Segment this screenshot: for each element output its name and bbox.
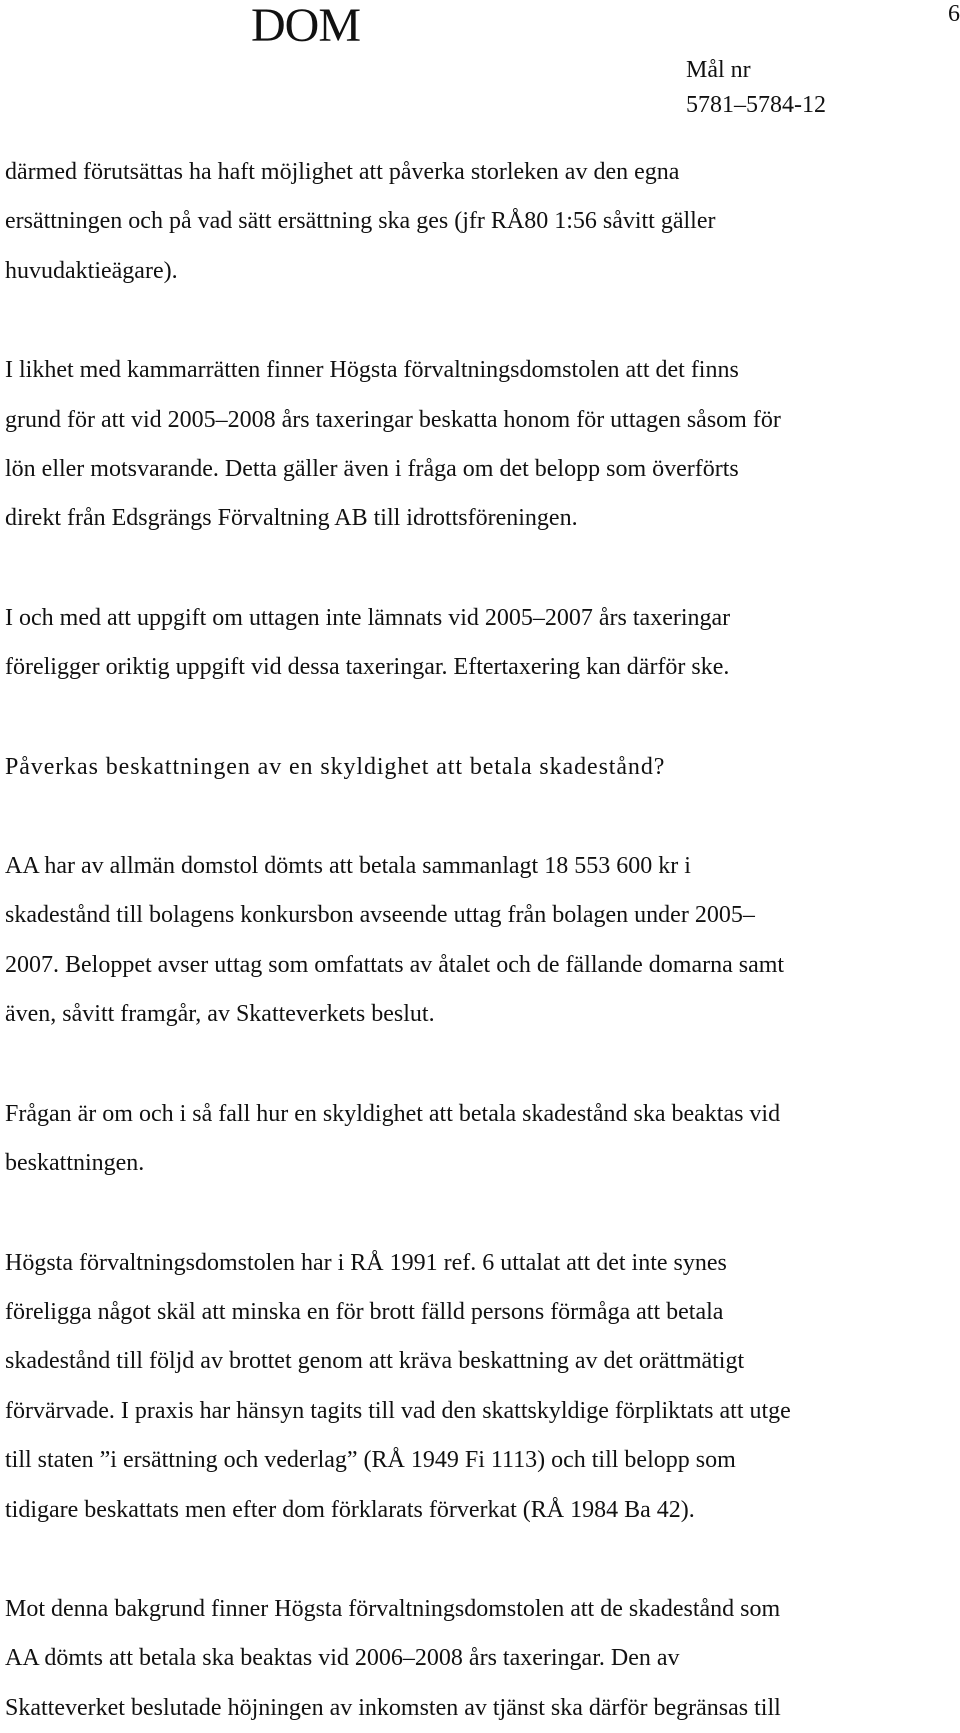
paragraph-1: därmed förutsättas ha haft möjlighet att påverka storleken av den egna ersättningen och på vad sätt ersättning ska ges (jfr RÅ80 1:56 såvitt gäller huvudaktieägare). [5, 159, 716, 284]
case-number: 5781–5784-12 [686, 92, 826, 118]
document-body [5, 148, 955, 1733]
paragraph-2: I likhet med kammarrätten finner Högsta förvaltningsdomstolen att det finns grund för att vid 2005–2008 års taxeringar beskatta honom för uttagen såsom för lön eller motsvarande. Detta gäller även i fråga om det belopp som överförts direkt från Edsgrängs Förvaltning AB till idrottsföreningen. [5, 357, 781, 532]
document-title: DOM [251, 0, 361, 52]
paragraph-4: AA har av allmän domstol dömts att betala sammanlagt 18 553 600 kr i skadestånd till bolagens konkursbon avseende uttag från bolagen under 2005– 2007. Beloppet avser uttag som omfattats av åtalet och de fällande domarna samt även, såvitt framgår, av Skatteverkets beslut. [5, 853, 785, 1028]
page-number: 6 [948, 1, 960, 27]
paragraph-7: Mot denna bakgrund finner Högsta förvaltningsdomstolen att de skadestånd som AA dömts att betala ska beaktas vid 2006–2008 års taxeringar. Den av Skatteverket beslutade höjningen av inkomsten av tjänst ska därför begränsas till [5, 1595, 781, 1721]
section-question: Påverkas beskattningen av en skyldighet att betala skadestånd? [5, 753, 666, 780]
paragraph-5: Frågan är om och i så fall hur en skyldighet att betala skadestånd ska beaktas vid beskattningen. [5, 1100, 781, 1177]
paragraph-3: I och med att uppgift om uttagen inte lämnats vid 2005–2007 års taxeringar föreligger oriktig uppgift vid dessa taxeringar. Eftertaxering kan därför ske. [5, 604, 731, 681]
case-number-label: Mål nr [686, 57, 751, 83]
paragraph-6: Högsta förvaltningsdomstolen har i RÅ 1991 ref. 6 uttalat att det inte synes föreligga något skäl att minska en för brott fälld persons förmåga att betala skadestånd till följd av brottet genom att kräva beskattning av det orättmätigt förvärvade. I praxis har hänsyn tagits till vad den skattskyldige förpliktats att utge till staten ”i ersättning och vederlag” (RÅ 1949 Fi 1113) och till belopp som tidigare beskattats men efter dom förklarats förverkat (RÅ 1984 Ba 42). [5, 1249, 791, 1523]
